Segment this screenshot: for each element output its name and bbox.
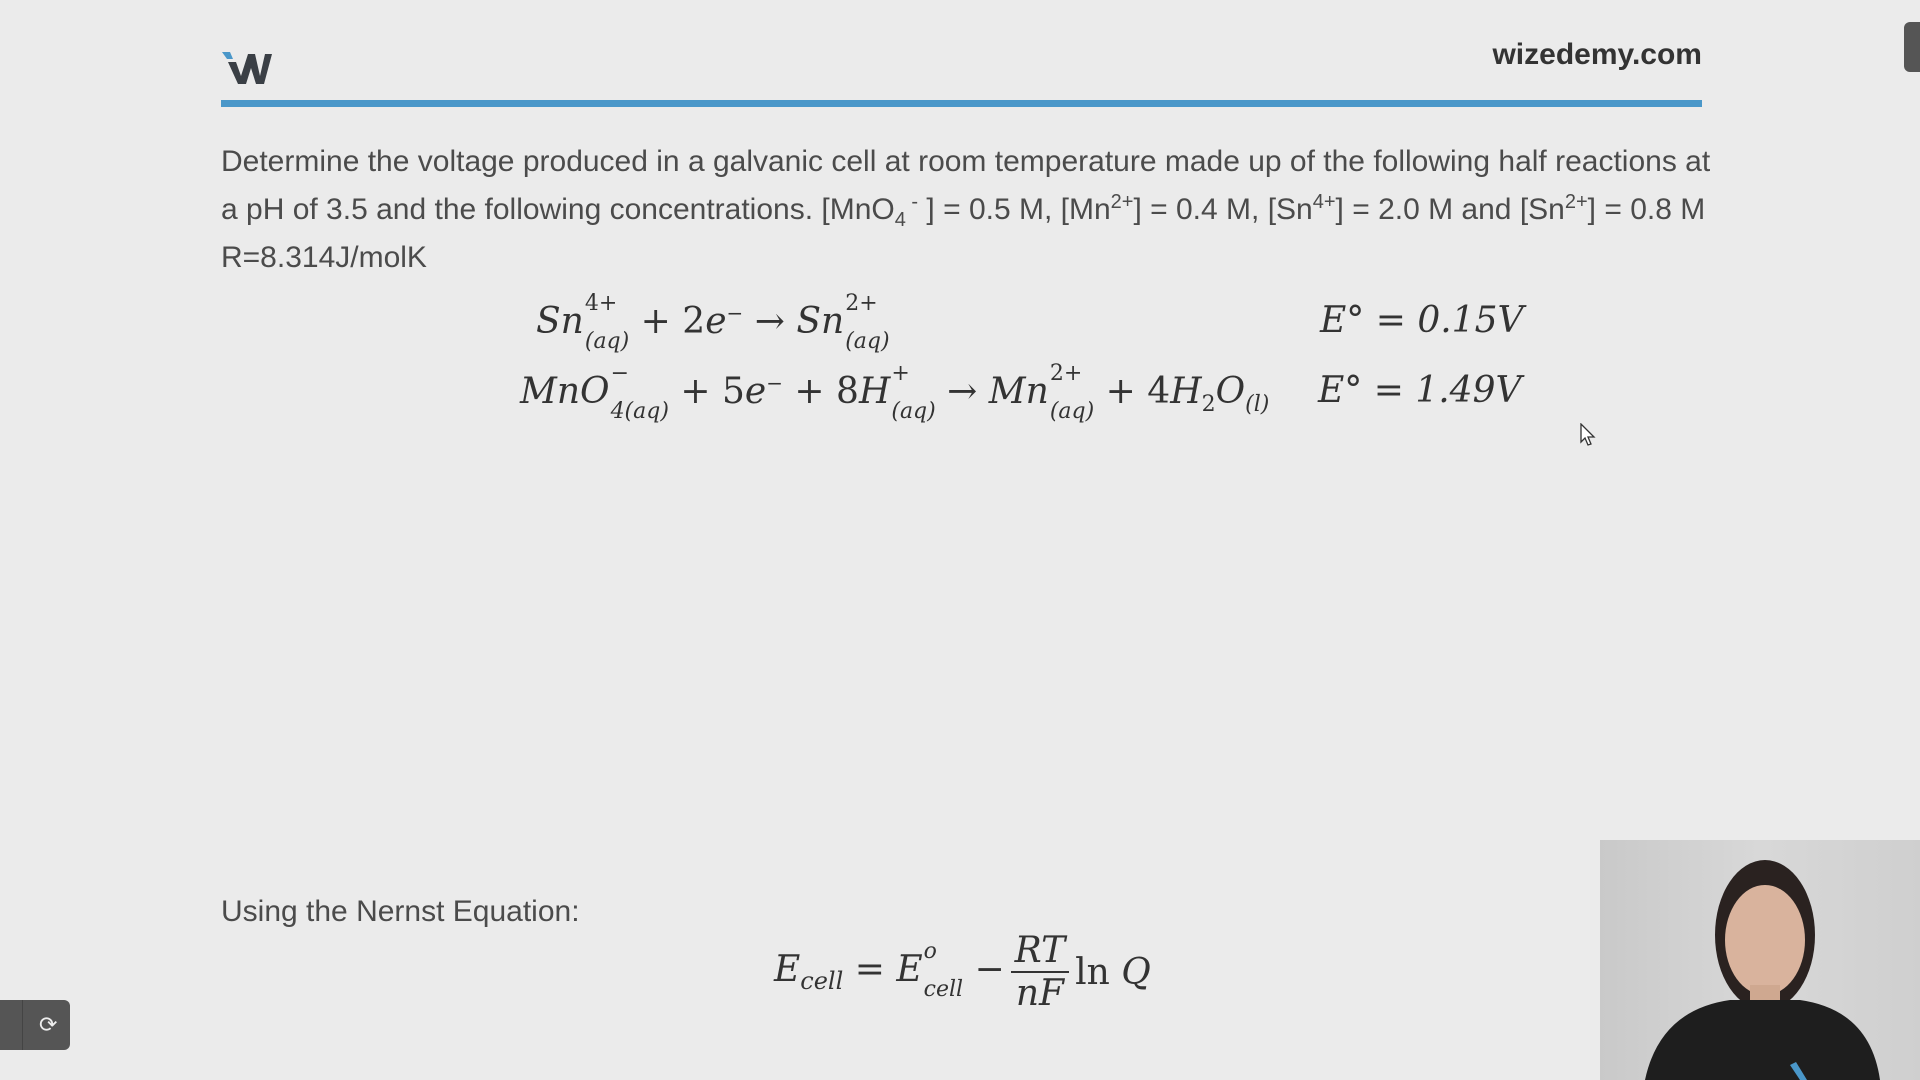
standard-potential-tin: E° = 0.15V [1320, 300, 1524, 341]
control-button[interactable] [2, 1000, 23, 1050]
question-part: ] = 0.5 M, [Mn [918, 193, 1111, 226]
nernst-equation: $E_{cell} = E$ o cell − $\frac{RT}{nF}$ ln Q [774, 930, 1151, 1014]
replay-icon[interactable]: ⟳ [39, 1012, 58, 1037]
question-part: Determine the voltage produced in a galvanic cell at room temperature made up of the following half reactions at a pH of 3.5 and the following concentrations. [MnO [221, 145, 1711, 226]
header-divider [221, 100, 1702, 107]
mouse-cursor-icon [1580, 423, 1598, 447]
instructor-webcam [1600, 840, 1920, 1080]
standard-potential-permanganate: E° = 1.49V [1318, 370, 1522, 411]
wizedemy-logo [221, 50, 273, 86]
question-part: ] = 0.8 M R=8.314J/molK [221, 193, 1706, 274]
half-reaction-permanganate: MnO − 4(aq) + 5e− + 8H + (aq) → Mn 2+ (aq) + $4H_2O_{(l)}$ [520, 361, 1270, 424]
question-part: ] = 2.0 M and [Sn [1335, 193, 1565, 226]
superscript: 2+ [1564, 191, 1588, 213]
question-text [221, 138, 1711, 282]
subscript: 4 [894, 209, 906, 231]
superscript: 4+ [1312, 191, 1336, 213]
question-part: ] = 0.4 M, [Sn [1133, 193, 1313, 226]
superscript: 2+ [1110, 191, 1134, 213]
half-reaction-tin: Sn 4+ (aq) + 2e− → Sn 2+ (aq) [536, 291, 890, 354]
nernst-label: Using the Nernst Equation: [221, 895, 580, 928]
player-controls [0, 1000, 70, 1050]
instructor-video-frame [1600, 840, 1920, 1080]
site-name: wizedemy.com [1492, 38, 1702, 71]
side-panel-button[interactable] [1904, 22, 1920, 72]
superscript: - [905, 191, 919, 213]
